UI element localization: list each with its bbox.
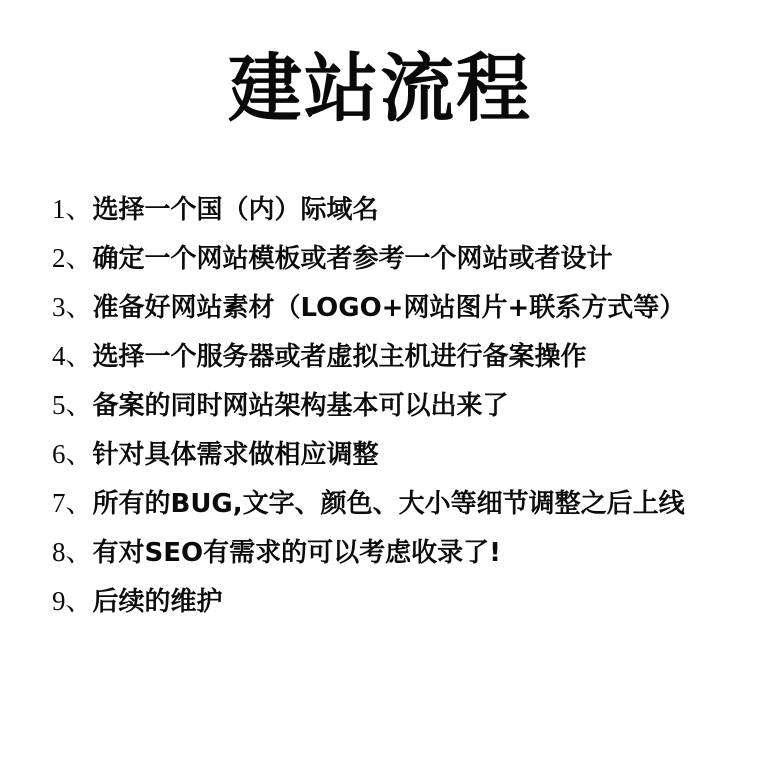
list-item-number: 9、 <box>52 586 93 616</box>
list-item-number: 7、 <box>52 488 93 518</box>
list-item-label: 准备好网站素材（LOGO+网站图片+联系方式等） <box>92 293 686 323</box>
list-item-label: 选择一个国（内）际域名 <box>92 195 379 225</box>
list-item-label: 针对具体需求做相应调整 <box>92 440 379 470</box>
list-item-label: 确定一个网站模板或者参考一个网站或者设计 <box>92 244 613 274</box>
list-item <box>52 490 742 517</box>
list-item-number: 8、 <box>52 537 93 567</box>
page-title: 建站流程 <box>228 47 532 130</box>
list-item-label: 有对SEO有需求的可以考虑收录了! <box>92 538 501 568</box>
list-item <box>52 539 742 566</box>
list-item <box>52 392 742 419</box>
list-item-number: 5、 <box>52 390 93 420</box>
list-item <box>52 343 742 370</box>
list-item-number: 6、 <box>52 439 93 469</box>
list-item-number: 3、 <box>52 292 93 322</box>
list-item-label: 备案的同时网站架构基本可以出来了 <box>92 391 509 421</box>
list-item-label: 所有的BUG,文字、颜色、大小等细节调整之后上线 <box>92 489 685 519</box>
list-item <box>52 441 742 468</box>
list-item-label: 选择一个服务器或者虚拟主机进行备案操作 <box>92 342 587 372</box>
list-item-label: 后续的维护 <box>92 587 223 617</box>
list-item <box>52 245 742 272</box>
list-item-number: 4、 <box>52 341 93 371</box>
list-item-number: 1、 <box>52 194 93 224</box>
list-item <box>52 588 742 615</box>
steps-list <box>52 196 742 637</box>
list-item <box>52 196 742 223</box>
list-item-number: 2、 <box>52 243 93 273</box>
list-item <box>52 294 742 321</box>
